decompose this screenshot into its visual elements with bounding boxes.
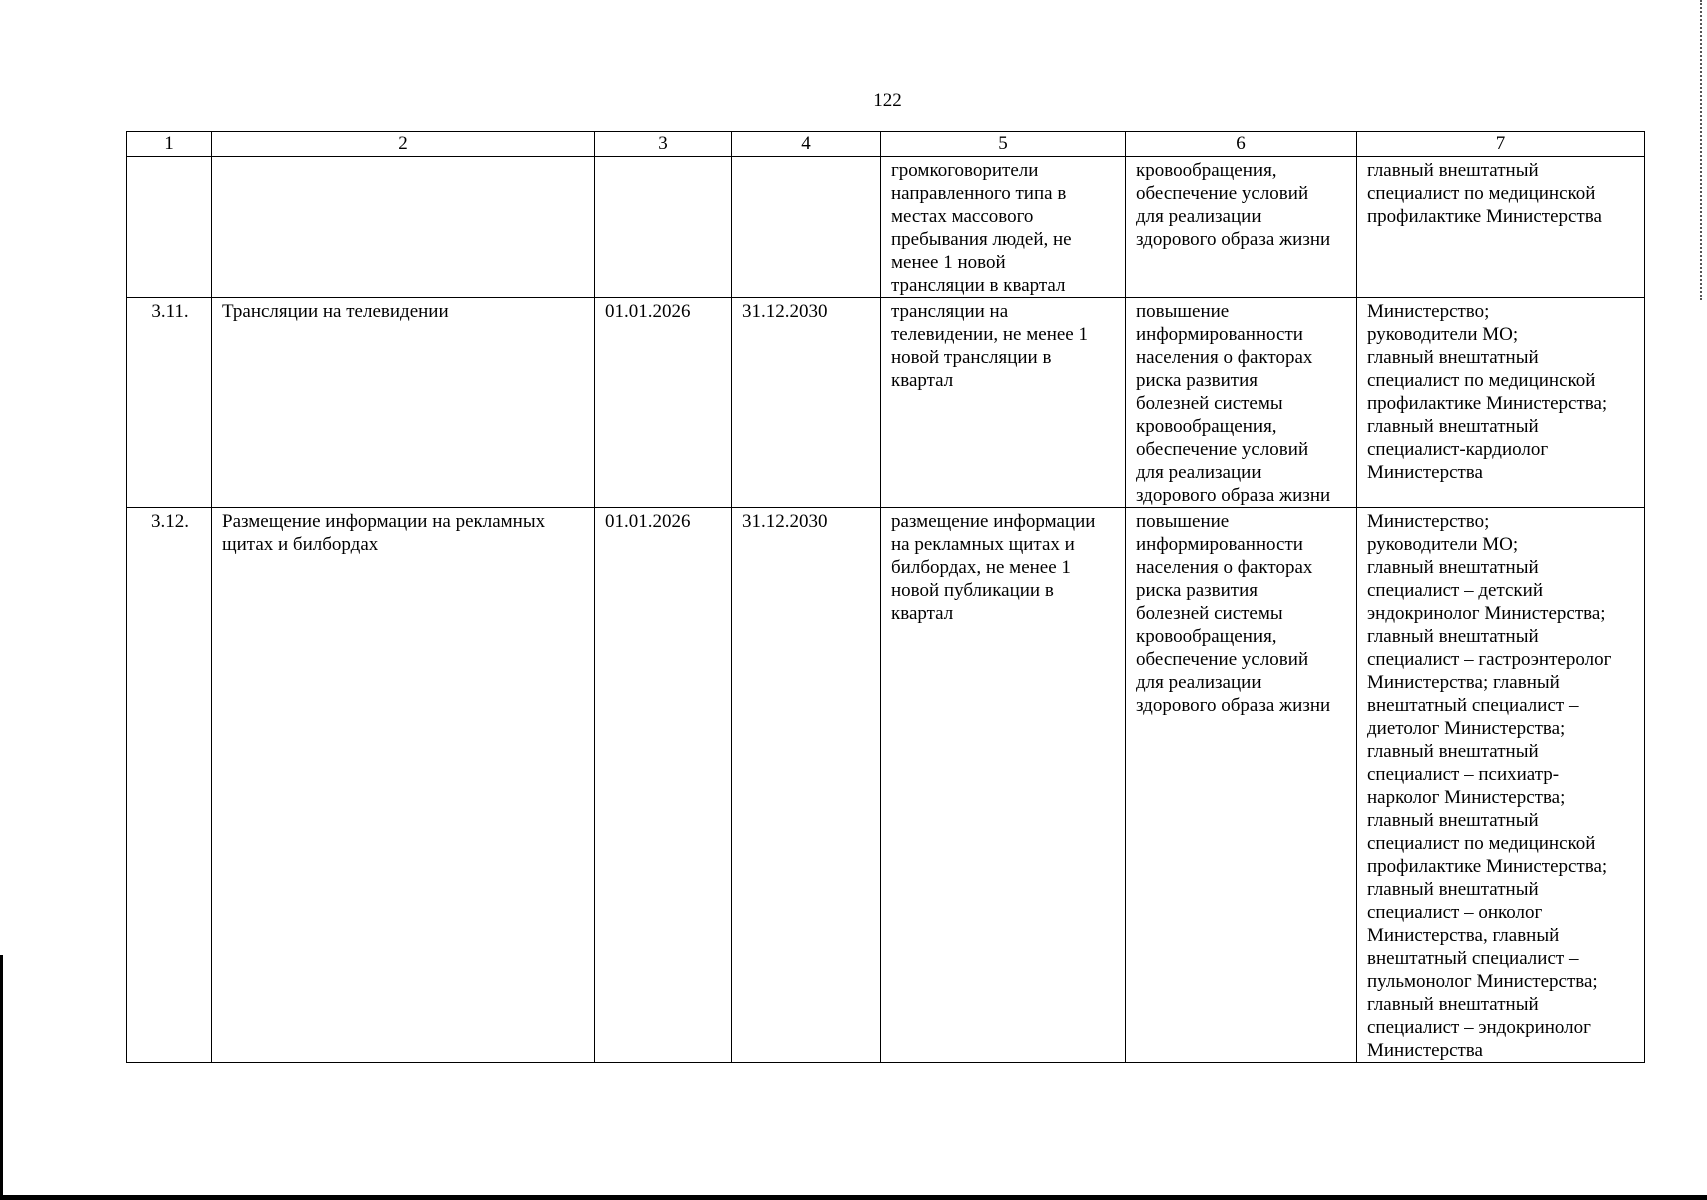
start-date: 01.01.2026	[595, 508, 732, 1063]
measure-name: Трансляции на телевидении	[212, 298, 595, 508]
measure-name	[212, 157, 595, 298]
end-date	[732, 157, 881, 298]
table-row	[127, 157, 1645, 298]
table-row	[127, 508, 1645, 1063]
header-col-7: 7	[1357, 132, 1645, 157]
header-row	[127, 132, 1645, 157]
indicator: размещение информации на рекламных щитах и билбордах, не менее 1 новой публикации в квартал	[881, 508, 1126, 1063]
end-date: 31.12.2030	[732, 298, 881, 508]
expected-result: повышение информированности населения о факторах риска развития болезней системы кровообращения, обеспечение условий для реализации здорового образа жизни	[1126, 508, 1357, 1063]
expected-result: повышение информированности населения о факторах риска развития болезней системы кровообращения, обеспечение условий для реализации здорового образа жизни	[1126, 298, 1357, 508]
responsible: Министерство; руководители МО; главный внештатный специалист по медицинской профилактике Министерства; главный внештатный специалист-кардиолог Министерства	[1357, 298, 1645, 508]
responsible: Министерство; руководители МО; главный внештатный специалист – детский эндокринолог Министерства; главный внештатный специалист – гастроэнтеролог Министерства; главный внештатный специалист – диетолог Министерства; главный внештатный специалист – психиатр- нарколог Министерства; главный внештатный специалист по медицинской профилактике Министерства; главный внештатный специалист – онколог Министерства, главный внештатный специалист – пульмонолог Министерства; главный внештатный специалист – эндокринолог Министерства	[1357, 508, 1645, 1063]
header-col-1: 1	[127, 132, 212, 157]
header-col-2: 2	[212, 132, 595, 157]
measures-table	[126, 131, 1645, 1063]
header-col-3: 3	[595, 132, 732, 157]
responsible: главный внештатный специалист по медицинской профилактике Министерства	[1357, 157, 1645, 298]
table-row	[127, 298, 1645, 508]
scan-edge-bottom	[0, 1195, 1707, 1200]
expected-result: кровообращения, обеспечение условий для реализации здорового образа жизни	[1126, 157, 1357, 298]
scan-edge-right	[1700, 0, 1707, 300]
row-number: 3.12.	[127, 508, 212, 1063]
row-number	[127, 157, 212, 298]
indicator: громкоговорители направленного типа в местах массового пребывания людей, не менее 1 новой трансляции в квартал	[881, 157, 1126, 298]
page-number: 122	[873, 90, 902, 111]
start-date	[595, 157, 732, 298]
header-col-4: 4	[732, 132, 881, 157]
scan-edge-left	[0, 955, 3, 1200]
indicator: трансляции на телевидении, не менее 1 новой трансляции в квартал	[881, 298, 1126, 508]
header-col-6: 6	[1126, 132, 1357, 157]
end-date: 31.12.2030	[732, 508, 881, 1063]
start-date: 01.01.2026	[595, 298, 732, 508]
header-col-5: 5	[881, 132, 1126, 157]
row-number: 3.11.	[127, 298, 212, 508]
measure-name: Размещение информации на рекламных щитах и билбордах	[212, 508, 595, 1063]
